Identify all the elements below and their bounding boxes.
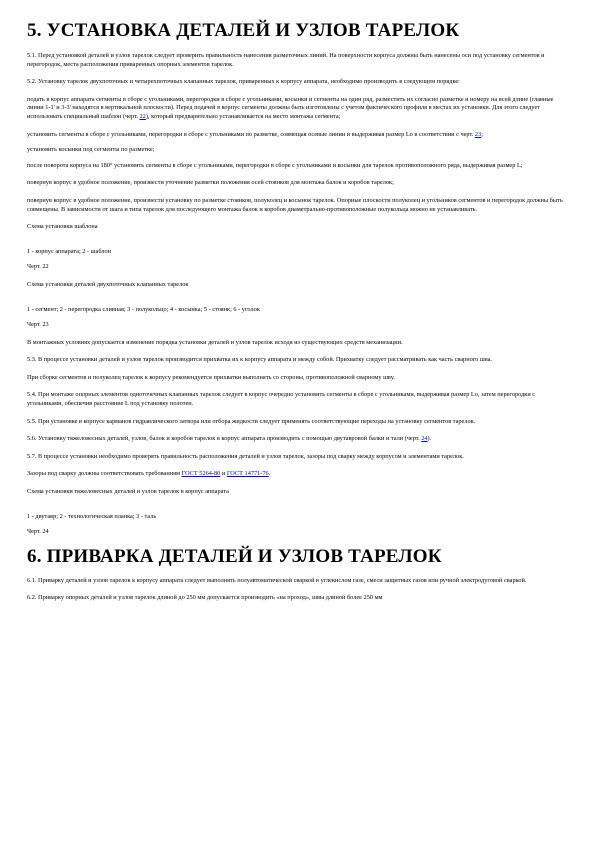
paragraph-5-7: 5.7. В процессе установки необходимо проверять правильность расположения деталей и узлов тарелок, зазоры под сварку между корпусом и элементами тарелок. bbox=[27, 452, 464, 460]
link-drawing-23[interactable]: 23 bbox=[474, 130, 482, 138]
figure-24-caption: Черт. 24 bbox=[27, 528, 49, 536]
paragraph-text: ; bbox=[481, 130, 483, 138]
paragraph-install-segments bbox=[27, 96, 567, 122]
link-gost-5264-80[interactable]: ГОСТ 5264-80 bbox=[181, 470, 221, 478]
figure-23-caption: Черт. 23 bbox=[27, 321, 49, 329]
paragraph-5-5: 5.5. При установке в корпусе карманов гидравлического затвора или отбора жидкости следует применять соответствующие переходы на установку сегментов тарелок. bbox=[27, 417, 476, 425]
paragraph-6-1: 6.1. Приварку деталей и узлов тарелок к корпусу аппарата следует выполнять полуавтоматической сваркой в углекислом газе, смеси защитных газов или ручной электродуговой сваркой. bbox=[27, 576, 527, 584]
paragraph-6-2: 6.2. Приварку опорных деталей и узлов тарелок длиной до 250 мм допускается производить «на проход», швы длиной более 250 мм bbox=[27, 594, 383, 602]
paragraph-text: . bbox=[268, 470, 271, 478]
paragraph-tack-welds: При сборке сегментов и полуколец тарелок к корпусу рекомендуется прихватки выполнять со стороны, противоположной сварному шву. bbox=[27, 373, 395, 381]
paragraph-5-4: 5.4. При монтаже опорных элементов одноточечных клапанных тарелок следует в корпус очередно установить сегменты в сборе с угольниками, выдерживая размер Lo, затем перегородки с угольниками, обеспечив расстояние L под установку полотен. bbox=[27, 391, 536, 408]
figure-23-legend: 1 - сегмент; 2 - перегородка сливная; 3 - полукольцо; 4 - косынка; 5 - стоянк; 6 - уголок bbox=[27, 305, 260, 313]
paragraph-text: подать в корпус аппарата сегменты в сборе с угольниками, перегородки в сборе с угольниками, косынки и сегменты на один ряд, разместить их согласно разметке и номеру на всей длине (главные линии 1-1' и 3-3' находятся в вертикальной плоскости). Перед подачей в корпус сегменты должны быть изготовлены с учетом фактического профиля в местах их установки. Для этого следует использовать специальный шаблон (черт. bbox=[27, 95, 554, 120]
figure-23-title: Схема установки деталей двухпоточных клапанных тарелок bbox=[27, 280, 189, 288]
paragraph-install-segments-lo bbox=[27, 131, 567, 140]
paragraph-5-3: 5.3. В процессе установки деталей и узлов тарелок производится прихватка их к корпусу аппарата и между собой. Прихватку следует рассматривать как часть сварного шва. bbox=[27, 356, 492, 364]
paragraph-5-2: 5.2. Установку тарелок двухпоточных и четырехпоточных клапанных тарелок, приваренных к корпусу аппарата, необходимо производить в следующем порядке: bbox=[27, 78, 460, 86]
paragraph-rotate-180: после поворота корпуса на 180° установить сегменты в сборе с угольниками, перегородки в сборе с угольниками и косынки для тарелок противоположного ряда, выдерживая размер L; bbox=[27, 161, 523, 169]
paragraph-text: Зазоры под сварку должны соответствовать требованиям bbox=[27, 470, 180, 478]
paragraph-5-1: 5.1. Перед установкой деталей и узлов тарелок следует проверить правильность нанесения разметочных линий. На поверхности корпуса должны быть нанесены оси под установку сегментов и перегородок, места расположения приваренных опорных элементов тарелок. bbox=[27, 52, 545, 68]
figure-22-legend: 1 - корпус аппарата; 2 - шаблон bbox=[27, 247, 112, 255]
link-drawing-24[interactable]: 24 bbox=[421, 435, 428, 443]
paragraph-text: и bbox=[221, 470, 226, 478]
figure-24-title: Схема установки тяжеловесных деталей и узлов тарелок в корпус аппарата bbox=[27, 488, 229, 496]
figure-24-legend: 1 - двутавр; 2 - технологическая планка; 3 - таль bbox=[27, 512, 157, 520]
section-6-heading: 6. ПРИВАРКА ДЕТАЛЕЙ И УЗЛОВ ТАРЕЛОК bbox=[27, 545, 442, 567]
paragraph-refine-marking: повернув корпус в удобное положение, произвести уточнение разметки положения осей стоянков для монтажа балок и коробов тарелок; bbox=[27, 179, 394, 187]
paragraph-text: ). bbox=[427, 435, 432, 443]
paragraph-5-6 bbox=[27, 435, 567, 444]
paragraph-text: ), который предварительно устанавливается на место монтажа сегмента; bbox=[145, 112, 341, 120]
figure-22-title: Схема установки шаблона bbox=[27, 223, 98, 231]
section-5-heading: 5. УСТАНОВКА ДЕТАЛЕЙ И УЗЛОВ ТАРЕЛОК bbox=[27, 20, 460, 41]
paragraph-install-half-rings: повернув корпус в удобное положение, произвести установку по разметке стоянков, полуколец и косынок тарелок. Опорные плоскости полуколец и угольников сегментов и перегородок должны быть совмещены. В зависимости от шага и типа тарелок для последующего монтажа балок и коробов диаметрально-противоположные полукольца можно не устанавливать. bbox=[27, 196, 563, 213]
link-drawing-22[interactable]: 22 bbox=[139, 112, 146, 120]
paragraph-weld-gaps bbox=[27, 470, 567, 479]
paragraph-text: установить сегменты в сборе с угольниками, перегородки в сборе с угольниками по разметке, совмещая осевые линии и выдерживая размер Lo в соответствии с черт. bbox=[27, 130, 474, 138]
link-gost-14771-76[interactable]: ГОСТ 14771-76 bbox=[226, 470, 269, 478]
paragraph-text: 5.6. Установку тяжеловесных деталей, узлов, балок и коробов тарелок в корпус аппарата производить с помощью двутавровой балки и тали (черт. bbox=[27, 435, 420, 443]
figure-22-caption: Черт. 22 bbox=[27, 263, 49, 271]
paragraph-install-gussets: установить косынки под сегменты по разметке; bbox=[27, 146, 155, 154]
paragraph-assembly-order: В монтажных условиях допускается изменение порядка установки деталей и узлов тарелок исходя из существующих средств механизации. bbox=[27, 338, 403, 346]
